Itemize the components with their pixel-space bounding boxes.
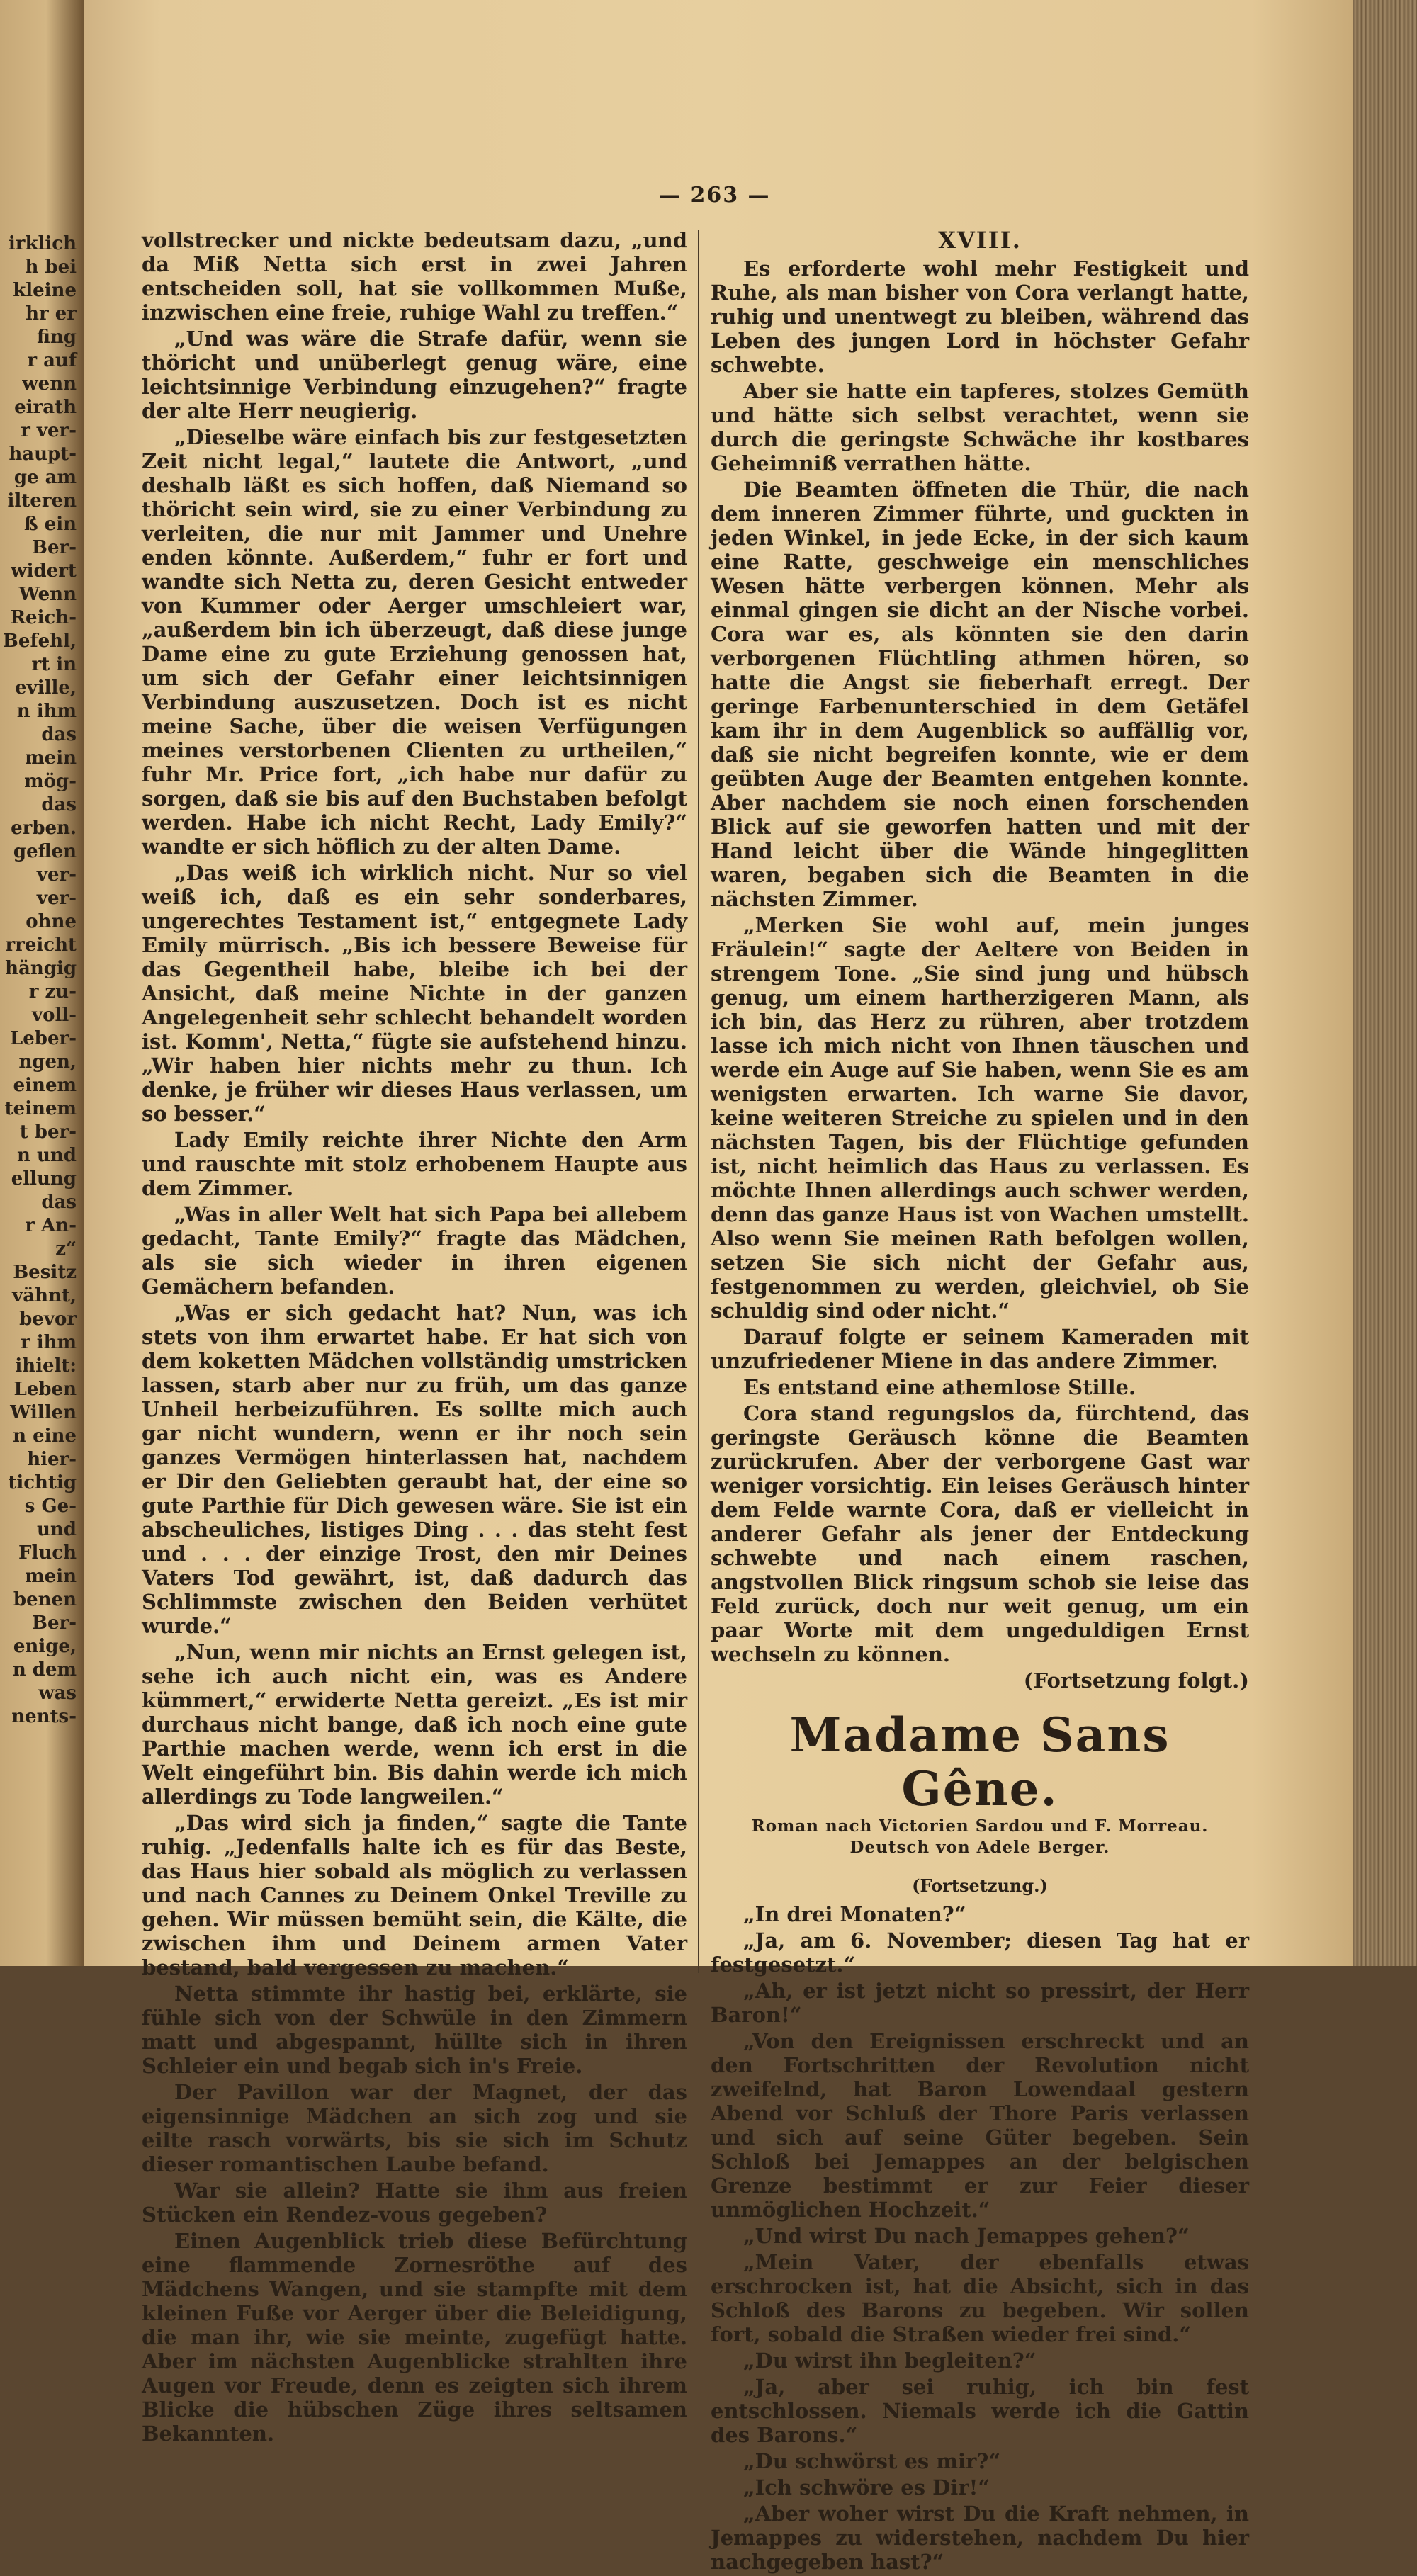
facing-page-fragment: n eine [13,1425,77,1447]
facing-page-fragment: Wenn [18,584,77,605]
facing-page-fragment: eville, [15,677,77,699]
paragraph: Lady Emily reichte ihrer Nichte den Arm und rauschte mit stolz erhobenem Haupte aus dem Zimmer. [142,1128,687,1200]
facing-page-fragment: Leber- [9,1028,77,1049]
facing-page-fragment: hier- [27,1449,77,1470]
paragraph: „Und wirst Du nach Jemappes gehen?“ [743,2224,1190,2248]
facing-page-fragment: widert [11,560,77,582]
facing-page-fragment: irklich [8,233,77,254]
paragraph: „Mein Vater, der ebenfalls etwas erschrocken ist, hat die Absicht, sich in das Schloß des Barons zu begeben. Wir sollen fort, sobald die Straßen wieder frei sind.“ [711,2250,1249,2346]
chapter-paragraphs [711,256,1249,1666]
facing-page-fragment: vähnt, [12,1285,77,1306]
facing-page-fragment: kleine [13,280,77,301]
facing-page-fragment: haupt- [9,444,77,465]
facing-page-fragment: r ver- [21,420,77,441]
paragraph: Darauf folgte er seinem Kameraden mit unzufriedener Miene in das andere Zimmer. [711,1325,1249,1373]
paragraph: „Du wirst ihn begleiten?“ [743,2349,1037,2373]
paragraph: „Merken Sie wohl auf, mein junges Fräulein!“ sagte der Aeltere von Beiden in strengem Tone. „Sie sind jung und hübsch genug, um einem hartherzigeren Mann, als ich bin, das Herz zu rühren, aber trotzdem lasse ich mich nicht von Ihnen täuschen und werde ein Auge auf Sie haben, wenn Sie es am wenigsten erwarten. Ich warne Sie davor, keine weiteren Streiche zu spielen und in den nächsten Tagen, bis der Flüchtige gefunden ist, nicht heimlich das Haus zu verlassen. Es möchte Ihnen allerdings auch schwer werden, denn das ganze Haus ist von Wachen umstellt. Also wenn Sie meinen Rath befolgen wollen, setzen Sie sich nicht der Gefahr aus, festgenommen zu werden, gleichviel, ob Sie schuldig sind oder nicht.“ [711,913,1249,1323]
facing-page-fragment: enige, [13,1636,77,1657]
continued-note: (Fortsetzung folgt.) [1023,1668,1249,1693]
facing-page-fragment: Willen [10,1402,77,1423]
facing-page-fragment: mein [25,747,77,769]
facing-page-fragment: das [41,724,77,745]
facing-page-fragment: ver- [36,888,77,909]
paragraph: Netta stimmte ihr hastig bei, erklärte, sie fühle sich von der Schwüle in den Zimmern matt und abgespannt, hüllte sich in ihren Schleier ein und begab sich in's Freie. [142,1982,687,2078]
facing-page-fragment: ihielt: [15,1355,77,1377]
facing-page-fragment: was [38,1683,77,1704]
paragraph: „Ah, er ist jetzt nicht so pressirt, der Herr Baron!“ [711,1979,1249,2027]
facing-page-fragment: n ihm [16,701,77,722]
paragraph: Der Pavillon war der Magnet, der das eigensinnige Mädchen an sich zog und sie eilte rasch vorwärts, bis sie sich im Schutz dieser romantischen Laube befand. [142,2080,687,2176]
paragraph: „Was in aller Welt hat sich Papa bei allebem gedacht, Tante Emily?“ fragte das Mädchen, als sie sich wieder in ihren eigenen Gemächern befanden. [142,1202,687,1299]
facing-page-fragment: n und [17,1145,77,1166]
paragraph: Die Beamten öffneten die Thür, die nach dem inneren Zimmer führte, und guckten in jeden Winkel, in jede Ecke, in der sich kaum eine Ratte, geschweige ein menschliches Wesen hätte verbergen können. Mehr als einmal gingen sie dicht an der Nische vorbei. Cora war es, als könnten sie den darin verborgenen Flüchtling athmen hören, so hatte die Angst sie fieberhaft erregt. Der geringe Farbenunterschied in dem Getäfel kam ihr in dem Augenblick so auffällig vor, daß sie nicht begreifen konnte, wie er dem geübten Auge der Beamten entgehen konnte. Aber nachdem sie noch einen forschenden Blick auf sie geworfen hatten und mit der Hand leicht über die Wände hingeglitten waren, begaben sich die Beamten in die nächsten Zimmer. [711,478,1249,911]
facing-page-fragment: r An- [25,1215,77,1236]
facing-page-fragment: und [37,1519,77,1540]
facing-page-fragment: tichtig [8,1472,77,1493]
facing-page-fragment: ngen, [18,1051,77,1073]
facing-page-fragment: teinem [4,1098,77,1119]
facing-page-fragment: Ber- [31,537,77,558]
paragraph: „Und was wäre die Strafe dafür, wenn sie thöricht und unüberlegt genug wäre, eine leichtsinnige Verbindung einzugehen?“ fragte der alte Herr neugierig. [142,327,687,423]
facing-page-fragment: voll- [32,1005,77,1026]
facing-page-fragment: s Ge- [24,1496,77,1517]
facing-page-fragment: rreicht [5,934,77,956]
facing-page-fragment: n dem [12,1659,77,1680]
paragraph: Einen Augenblick trieb diese Befürchtung eine flammende Zornesröthe auf des Mädchens Wangen, und sie stampfte mit dem kleinen Fuße vor Aerger über die Beleidigung, die man ihr, wie sie meinte, zugefügt hatte. Aber im nächsten Augenblicke strahlten ihre Augen vor Freude, denn es zeigten sich ihrem Blicke die hübschen Züge ihres seltsamen Bekannten. [142,2229,687,2446]
right-column [711,228,1249,2576]
paragraph: Es entstand eine athemlose Stille. [743,1375,1136,1399]
paragraph: Cora stand regungslos da, fürchtend, das geringste Geräusch könne die Beamten zurückrufen. Aber der verborgene Gast war weniger vorsichtig. Ein leises Geräusch hinter dem Felde warnte Cora, daß er vielleicht in anderer Gefahr als jener der Entdeckung schwebte und nach einem raschen, angstvollen Blick ringsum schob sie leise das Feld zurück, doch nur weit genug, um ein paar Worte mit dem ungeduldigen Ernst wechseln zu können. [711,1401,1249,1666]
facing-page-fragment: wenn [22,373,77,395]
facing-page-fragment: ohne [26,911,77,932]
facing-page-fragment: ge am [13,467,77,488]
facing-page-fragment: ß ein [23,514,77,535]
facing-page-fragment: das [41,1192,77,1213]
facing-page-fragment: das [41,794,77,815]
facing-page-fragment: Reich- [10,607,77,628]
paragraph: „Dieselbe wäre einfach bis zur festgesetzten Zeit nicht legal,“ lautete die Antwort, „und deshalb läßt es sich hoffen, daß Niemand so thöricht sein wird, sie zu einer Verbindung zu verleiten, die nur mit Jammer und Unehre enden könnte. Außerdem,“ fuhr er fort und wandte sich Netta zu, deren Gesicht entweder von Kummer oder Aerger umschleiert war, „außerdem bin ich überzeugt, daß diese junge Dame eine zu gute Erziehung genossen hat, um sich der Gefahr einer leichtsinnigen Verbindung auszusetzen. Doch ist es nicht meine Sache, über die weisen Verfügungen meines verstorbenen Clienten zu urtheilen,“ fuhr Mr. Price fort, „ich habe nur dafür zu sorgen, daß sie bis auf den Buchstaben befolgt werden. Habe ich nicht Recht, Lady Emily?“ wandte er sich höflich zu der alten Dame. [142,425,687,859]
facing-page-fragment: eirath [14,397,77,418]
paragraph: „Ja, am 6. November; diesen Tag hat er festgesetzt.“ [711,1928,1249,1977]
facing-page-fragment: erben. [11,818,77,839]
facing-page-fragment: r ihm [20,1332,77,1353]
paragraph: „Nun, wenn mir nichts an Ernst gelegen ist, sehe ich auch nicht ein, was es Andere kümmert,“ erwiderte Netta gereizt. „Es ist mir durchaus nicht bange, daß ich noch eine gute Parthie machen werde, wenn ich erst in die Welt eingeführt bin. Bis dahin werde ich mich allerdings zu Tode langweilen.“ [142,1640,687,1809]
facing-page-fragment: einem [13,1075,77,1096]
facing-page-fragment: mein [25,1566,77,1587]
facing-page-fragment: r zu- [28,981,77,1002]
facing-page-fragment: t ber- [19,1122,77,1143]
facing-page-edge [0,0,84,1966]
paragraph: „Ja, aber sei ruhig, ich bin fest entschlossen. Niemals werde ich die Gattin des Barons.“ [711,2375,1249,2447]
novel-title: Madame Sans Gêne. [789,1707,1170,1817]
left-column [142,228,687,2448]
novel-paragraphs [711,1902,1249,2574]
facing-page-fragment: Leben [13,1379,77,1400]
novel-translator: Deutsch von Adele Berger. [849,1838,1110,1857]
paragraph: „Was er sich gedacht hat? Nun, was ich stets von ihm erwartet habe. Er hat sich von dem koketten Mädchen vollständig umstricken lassen, starb aber nur zu früh, um das ganze Unheil herbeizuführen. Es sollte mich auch gar nicht wundern, wenn er ihr noch sein ganzes Vermögen hinterlassen hat, nachdem er Dir den Geliebten geraubt hat, der eine so gute Parthie für Dich gewesen wäre. Sie ist ein abscheuliches, listiges Ding . . . das steht fest und . . . der einzige Trost, den mir Deines Vaters Tod gewährt, ist, daß dadurch das Schlimmste zwischen den Beiden verhütet wurde.“ [142,1301,687,1638]
facing-page-fragment: Besitz [13,1262,77,1283]
novel-byline: Roman nach Victorien Sardou und F. Morreau. [751,1817,1209,1836]
novel-title-block [711,1708,1249,1858]
paragraph: War sie allein? Hatte sie ihm aus freien Stücken ein Rendez-vous gegeben? [142,2179,687,2227]
facing-page-fragment: mög- [24,771,77,792]
novel-continuation-heading: (Fortsetzung.) [912,1875,1048,1896]
facing-page-fragment: hr er [26,303,77,324]
facing-page-fragment: rt in [31,654,77,675]
paragraph: „Das weiß ich wirklich nicht. Nur so viel weiß ich, daß es ein sehr sonderbares, ungerechtes Testament ist,“ entgegnete Lady Emily mürrisch. „Bis ich bessere Beweise für das Gegentheil habe, bleibe ich bei der Ansicht, daß meine Nichte in der ganzen Angelegenheit sehr schlecht behandelt worden ist. Komm', Netta,“ fügte sie aufstehend hinzu. „Wir haben hier nichts mehr zu thun. Ich denke, je früher wir dieses Haus verlassen, um so besser.“ [142,861,687,1126]
paragraph: „Aber woher wirst Du die Kraft nehmen, in Jemappes zu widerstehen, nachdem Du hier nachgegeben hast?“ [711,2502,1249,2574]
facing-page-fragment: Ber- [31,1612,77,1634]
chapter-heading: XVIII. [938,227,1022,254]
paragraph: „Das wird sich ja finden,“ sagte die Tante ruhig. „Jedenfalls halte ich es für das Beste, das Haus hier sobald als möglich zu verlassen und nach Cannes zu Deinem Onkel Treville zu gehen. Wir müssen bemüht sein, die Kälte, die zwischen ihm und Deinem armen Vater bestand, bald vergessen zu machen.“ [142,1811,687,1979]
facing-page-fragment: nents- [11,1706,77,1727]
paragraph: „Von den Ereignissen erschreckt und an den Fortschritten der Revolution nicht zweifelnd, hat Baron Lowendaal gestern Abend vor Schluß der Thore Paris verlassen und sich auf seine Güter begeben. Sein Schloß bei Jemappes an der belgischen Grenze bestimmt er zur Feier dieser unmöglichen Hochzeit.“ [711,2029,1249,2222]
facing-page-fragment: bevor [19,1309,77,1330]
paragraph: Es erforderte wohl mehr Festigkeit und Ruhe, als man bisher von Cora verlangt hatte, ruhig und unentwegt zu bleiben, während das Leben des jungen Lord in höchster Gefahr schwebte. [711,256,1249,377]
paragraph: „Ich schwöre es Dir!“ [743,2475,990,2499]
facing-page-fragment: h bei [25,256,77,278]
facing-page-fragment: r auf [27,350,77,371]
facing-page-fragment: benen [13,1589,77,1610]
facing-page-fragment: Fluch [18,1542,77,1564]
page-number: — 263 — [659,183,771,208]
facing-page-fragment: fing [37,327,77,348]
facing-page-fragment: ilteren [7,490,77,512]
column-divider [698,230,699,1973]
book-page-edges [1353,0,1417,1966]
paragraph: Aber sie hatte ein tapferes, stolzes Gemüth und hätte sich selbst verachtet, wenn sie durch die geringste Schwäche ihr kostbares Geheimniß verrathen hätte. [711,379,1249,475]
facing-page-fragment: Befehl, [2,631,77,652]
paragraph: „In drei Monaten?“ [743,1902,966,1926]
facing-page-fragment: ellung [11,1168,77,1190]
paragraph: vollstrecker und nickte bedeutsam dazu, „und da Miß Netta sich erst in zwei Jahren entscheiden soll, hat sie vollkommen Muße, inzwischen eine freie, ruhige Wahl zu treffen.“ [142,228,687,324]
facing-page-fragment: hängig [5,958,77,979]
facing-page-fragment: z“ [55,1238,77,1260]
facing-page-fragment: geflen [13,841,77,862]
facing-page-fragment: ver- [36,864,77,886]
paragraph: „Du schwörst es mir?“ [743,2449,1001,2473]
